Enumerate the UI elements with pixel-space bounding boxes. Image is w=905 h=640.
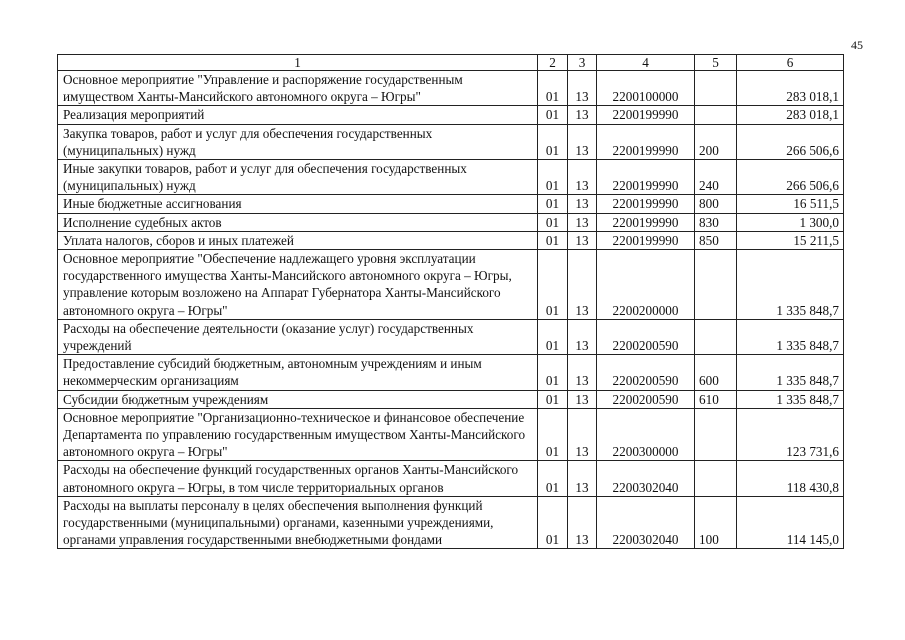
row-expense-type-cell: 100 [695, 496, 737, 549]
row-target-article-cell: 2200302040 [597, 496, 695, 549]
header-col-3: 3 [568, 55, 597, 71]
row-expense-type-cell [695, 71, 737, 106]
table-body [58, 71, 844, 549]
row-name-cell: Предоставление субсидий бюджетным, автономным учреждениям и иным некоммерческим организациям [58, 355, 538, 390]
row-section-cell: 01 [538, 408, 568, 461]
row-subsection-cell: 13 [568, 319, 597, 354]
row-target-article-cell: 2200100000 [597, 71, 695, 106]
row-expense-type-cell: 830 [695, 213, 737, 231]
budget-table [57, 54, 844, 549]
row-amount-cell: 1 335 848,7 [737, 390, 844, 408]
table-row [58, 195, 844, 213]
row-section-cell: 01 [538, 124, 568, 159]
row-name-cell: Иные бюджетные ассигнования [58, 195, 538, 213]
row-section-cell: 01 [538, 496, 568, 549]
row-name-cell: Субсидии бюджетным учреждениям [58, 390, 538, 408]
row-subsection-cell: 13 [568, 231, 597, 249]
row-name-cell: Закупка товаров, работ и услуг для обеспечения государственных (муниципальных) нужд [58, 124, 538, 159]
row-amount-cell: 1 335 848,7 [737, 319, 844, 354]
row-amount-cell: 15 211,5 [737, 231, 844, 249]
row-amount-cell: 283 018,1 [737, 71, 844, 106]
row-target-article-cell: 2200200590 [597, 319, 695, 354]
row-subsection-cell: 13 [568, 160, 597, 195]
table-row [58, 496, 844, 549]
table-row [58, 71, 844, 106]
row-name-cell: Основное мероприятие "Обеспечение надлежащего уровня эксплуатации государственного имущества Ханты-Мансийского автономного округа – Югры, управление которым возложено на Аппарат Губернатора Ханты-Мансийского автономного округа – Югры" [58, 250, 538, 320]
row-name-cell: Расходы на обеспечение функций государственных органов Ханты-Мансийского автономного округа – Югры, в том числе территориальных органов [58, 461, 538, 496]
row-amount-cell: 283 018,1 [737, 106, 844, 124]
header-row [58, 55, 844, 71]
row-amount-cell: 123 731,6 [737, 408, 844, 461]
row-section-cell: 01 [538, 213, 568, 231]
row-target-article-cell: 2200199990 [597, 213, 695, 231]
header-col-5: 5 [695, 55, 737, 71]
row-expense-type-cell [695, 319, 737, 354]
row-amount-cell: 1 335 848,7 [737, 250, 844, 320]
table-row [58, 319, 844, 354]
row-expense-type-cell: 240 [695, 160, 737, 195]
table-row [58, 250, 844, 320]
row-target-article-cell: 2200199990 [597, 160, 695, 195]
row-amount-cell: 1 335 848,7 [737, 355, 844, 390]
row-target-article-cell: 2200200590 [597, 355, 695, 390]
row-amount-cell: 114 145,0 [737, 496, 844, 549]
row-expense-type-cell [695, 408, 737, 461]
row-expense-type-cell: 600 [695, 355, 737, 390]
table-row [58, 106, 844, 124]
row-section-cell: 01 [538, 355, 568, 390]
row-subsection-cell: 13 [568, 355, 597, 390]
table-row [58, 390, 844, 408]
row-target-article-cell: 2200199990 [597, 124, 695, 159]
row-expense-type-cell: 610 [695, 390, 737, 408]
table-row [58, 408, 844, 461]
row-section-cell: 01 [538, 106, 568, 124]
row-amount-cell: 118 430,8 [737, 461, 844, 496]
row-amount-cell: 16 511,5 [737, 195, 844, 213]
row-section-cell: 01 [538, 71, 568, 106]
row-amount-cell: 266 506,6 [737, 124, 844, 159]
row-section-cell: 01 [538, 250, 568, 320]
row-subsection-cell: 13 [568, 124, 597, 159]
row-name-cell: Расходы на обеспечение деятельности (оказание услуг) государственных учреждений [58, 319, 538, 354]
header-col-4: 4 [597, 55, 695, 71]
row-subsection-cell: 13 [568, 408, 597, 461]
row-expense-type-cell [695, 106, 737, 124]
row-target-article-cell: 2200199990 [597, 231, 695, 249]
row-subsection-cell: 13 [568, 390, 597, 408]
row-name-cell: Иные закупки товаров, работ и услуг для обеспечения государственных (муниципальных) нужд [58, 160, 538, 195]
row-target-article-cell: 2200302040 [597, 461, 695, 496]
row-section-cell: 01 [538, 231, 568, 249]
row-subsection-cell: 13 [568, 106, 597, 124]
row-subsection-cell: 13 [568, 195, 597, 213]
header-col-1: 1 [58, 55, 538, 71]
row-subsection-cell: 13 [568, 213, 597, 231]
row-name-cell: Основное мероприятие "Организационно-техническое и финансовое обеспечение Департамента по управлению государственным имуществом Ханты-Мансийского автономного округа – Югры" [58, 408, 538, 461]
row-expense-type-cell: 800 [695, 195, 737, 213]
row-amount-cell: 1 300,0 [737, 213, 844, 231]
table-row [58, 461, 844, 496]
row-subsection-cell: 13 [568, 71, 597, 106]
page-number: 45 [851, 38, 863, 52]
row-name-cell: Реализация мероприятий [58, 106, 538, 124]
row-amount-cell: 266 506,6 [737, 160, 844, 195]
row-name-cell: Основное мероприятие "Управление и распоряжение государственным имуществом Ханты-Мансийского автономного округа – Югры" [58, 71, 538, 106]
row-target-article-cell: 2200300000 [597, 408, 695, 461]
row-expense-type-cell: 850 [695, 231, 737, 249]
row-target-article-cell: 2200200000 [597, 250, 695, 320]
row-target-article-cell: 2200200590 [597, 390, 695, 408]
header-col-6: 6 [737, 55, 844, 71]
row-section-cell: 01 [538, 195, 568, 213]
row-name-cell: Исполнение судебных актов [58, 213, 538, 231]
row-section-cell: 01 [538, 160, 568, 195]
row-subsection-cell: 13 [568, 250, 597, 320]
row-section-cell: 01 [538, 461, 568, 496]
row-expense-type-cell [695, 250, 737, 320]
row-name-cell: Уплата налогов, сборов и иных платежей [58, 231, 538, 249]
table-row [58, 124, 844, 159]
row-expense-type-cell: 200 [695, 124, 737, 159]
row-subsection-cell: 13 [568, 496, 597, 549]
table-row [58, 355, 844, 390]
row-section-cell: 01 [538, 319, 568, 354]
table-row [58, 160, 844, 195]
row-expense-type-cell [695, 461, 737, 496]
table-row [58, 231, 844, 249]
row-target-article-cell: 2200199990 [597, 195, 695, 213]
row-target-article-cell: 2200199990 [597, 106, 695, 124]
header-col-2: 2 [538, 55, 568, 71]
row-name-cell: Расходы на выплаты персоналу в целях обеспечения выполнения функций государственными (муниципальными) органами, казенными учреждениями, органами управления государственными внебюджетными фондами [58, 496, 538, 549]
row-subsection-cell: 13 [568, 461, 597, 496]
row-section-cell: 01 [538, 390, 568, 408]
table-row [58, 213, 844, 231]
